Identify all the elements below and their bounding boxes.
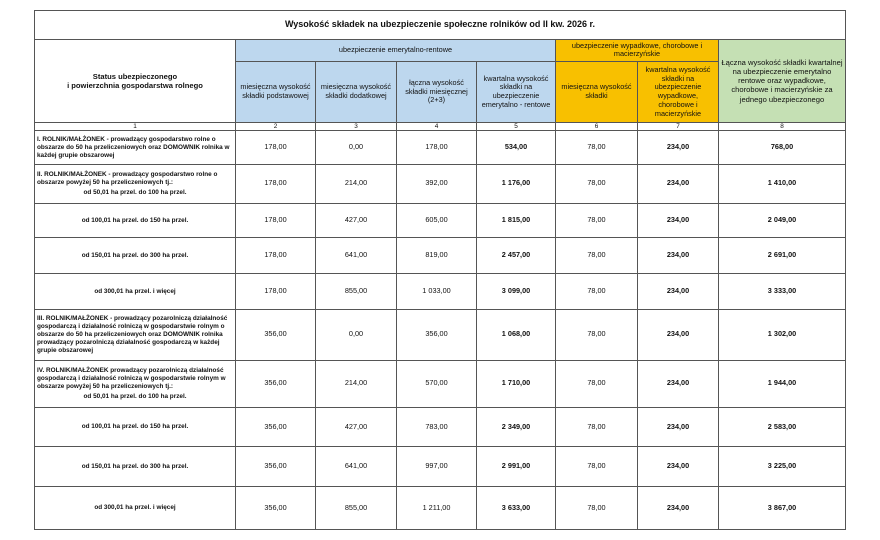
column-number: 2: [236, 123, 316, 131]
table-cell: 356,00: [236, 360, 316, 407]
table-cell: 234,00: [638, 274, 719, 310]
col3-header: miesięczna wysokość składki dodatkowej: [316, 61, 397, 122]
col2-header: miesięczna wysokość składki podstawowej: [236, 61, 316, 122]
table-cell: 178,00: [236, 274, 316, 310]
table-cell: 78,00: [556, 309, 638, 360]
table-cell: 2 691,00: [719, 238, 846, 274]
table-cell: 178,00: [236, 131, 316, 165]
table-cell: 78,00: [556, 238, 638, 274]
table-cell: 3 225,00: [719, 447, 846, 487]
table-cell: 234,00: [638, 164, 719, 203]
row-label: od 100,01 ha przel. do 150 ha przel.: [35, 407, 236, 447]
table-cell: 234,00: [638, 407, 719, 447]
table-cell: 234,00: [638, 487, 719, 530]
table-cell: 2 583,00: [719, 407, 846, 447]
table-cell: 1 211,00: [397, 487, 477, 530]
table-row: [35, 407, 846, 447]
table-cell: 3 867,00: [719, 487, 846, 530]
table-cell: 3 633,00: [477, 487, 556, 530]
table-cell: 783,00: [397, 407, 477, 447]
row-label: [35, 309, 236, 360]
col6-header: miesięczna wysokość składki: [556, 61, 638, 122]
column-number: 5: [477, 123, 556, 131]
row-label-text: II. ROLNIK/MAŁŻONEK - prowadzący gospodarstwo rolne o obszarze powyżej 50 ha przeliczeniowych tj.:: [37, 170, 218, 186]
row-label: od 100,01 ha przel. do 150 ha przel.: [35, 203, 236, 238]
table-cell: 392,00: [397, 164, 477, 203]
table-cell: 234,00: [638, 203, 719, 238]
column-number: 7: [638, 123, 719, 131]
table-cell: 0,00: [316, 309, 397, 360]
table-cell: 78,00: [556, 164, 638, 203]
table-cell: 78,00: [556, 447, 638, 487]
table-cell: 570,00: [397, 360, 477, 407]
table-cell: 1 176,00: [477, 164, 556, 203]
table-row: [35, 274, 846, 310]
row-label-text: I. ROLNIK/MAŁŻONEK - prowadzący gospodarstwo rolne o obszarze do 50 ha przeliczeniowych oraz DOMOWNIK rolnika w każdej grupie obszarowej: [37, 135, 230, 159]
table-cell: 214,00: [316, 360, 397, 407]
table-cell: 356,00: [397, 309, 477, 360]
table-cell: 78,00: [556, 360, 638, 407]
col5-header: kwartalna wysokość składki na ubezpieczenie emerytalno - rentowe: [477, 61, 556, 122]
table-cell: 234,00: [638, 238, 719, 274]
table-cell: 234,00: [638, 447, 719, 487]
table-cell: 78,00: [556, 274, 638, 310]
pension-group-header: ubezpieczenie emerytalno-rentowe: [236, 39, 556, 61]
table-cell: 819,00: [397, 238, 477, 274]
table-cell: 78,00: [556, 131, 638, 165]
table-cell: 1 068,00: [477, 309, 556, 360]
table-cell: 234,00: [638, 131, 719, 165]
column-number: 3: [316, 123, 397, 131]
column-number: 6: [556, 123, 638, 131]
table-cell: 178,00: [397, 131, 477, 165]
table-cell: 427,00: [316, 407, 397, 447]
table-row: [35, 487, 846, 530]
accident-group-header: ubezpieczenie wypadkowe, chorobowe i macierzyńskie: [556, 39, 719, 61]
table-row: [35, 447, 846, 487]
table-cell: 534,00: [477, 131, 556, 165]
table-cell: 234,00: [638, 309, 719, 360]
row-label: od 150,01 ha przel. do 300 ha przel.: [35, 447, 236, 487]
row-label: od 300,01 ha przel. i więcej: [35, 274, 236, 310]
row-sublabel: od 50,01 ha przel. do 100 ha przel.: [83, 392, 187, 400]
table-cell: 3 333,00: [719, 274, 846, 310]
table-cell: 1 410,00: [719, 164, 846, 203]
table-cell: 234,00: [638, 360, 719, 407]
table-cell: 356,00: [236, 309, 316, 360]
status-header: Status ubezpieczonego i powierzchnia gospodarstwa rolnego: [35, 39, 236, 123]
table-cell: 855,00: [316, 487, 397, 530]
row-label: [35, 360, 236, 407]
table-cell: 1 815,00: [477, 203, 556, 238]
table-cell: 997,00: [397, 447, 477, 487]
table-row: [35, 309, 846, 360]
table-title: Wysokość składek na ubezpieczenie społeczne rolników od II kw. 2026 r.: [35, 11, 846, 40]
table-cell: 2 349,00: [477, 407, 556, 447]
table-cell: 641,00: [316, 447, 397, 487]
column-number: 1: [35, 123, 236, 131]
table-cell: 2 991,00: [477, 447, 556, 487]
total-header: Łączna wysokość składki kwartalnej na ubezpieczenie emerytalno rentowe oraz wypadkowe, chorobowe i macierzyńskie za jednego ubezpieczonego: [719, 39, 846, 123]
contribution-table: [34, 10, 846, 530]
table-cell: 768,00: [719, 131, 846, 165]
table-cell: 78,00: [556, 203, 638, 238]
table-cell: 356,00: [236, 407, 316, 447]
table-cell: 1 944,00: [719, 360, 846, 407]
table-cell: 2 049,00: [719, 203, 846, 238]
row-label: od 150,01 ha przel. do 300 ha przel.: [35, 238, 236, 274]
table-cell: 178,00: [236, 203, 316, 238]
column-number: 8: [719, 123, 846, 131]
table-cell: 78,00: [556, 487, 638, 530]
row-label-text: IV. ROLNIK/MAŁŻONEK prowadzący pozarolniczą działalność gospodarczą i działalność rolniczą w gospodarstwie rolnym w obszarze powyżej 50 ha przeliczeniowych tj.:: [37, 366, 226, 390]
table-cell: 356,00: [236, 447, 316, 487]
table-cell: 78,00: [556, 407, 638, 447]
table-cell: 1 302,00: [719, 309, 846, 360]
col7-header: kwartalna wysokość składki na ubezpieczenie wypadkowe, chorobowe i macierzyńskie: [638, 61, 719, 122]
table-cell: 0,00: [316, 131, 397, 165]
table-row: [35, 203, 846, 238]
table-cell: 178,00: [236, 164, 316, 203]
row-label: od 300,01 ha przel. i więcej: [35, 487, 236, 530]
table-cell: 2 457,00: [477, 238, 556, 274]
row-sublabel: od 50,01 ha przel. do 100 ha przel.: [83, 188, 187, 196]
table-cell: 3 099,00: [477, 274, 556, 310]
table-cell: 1 033,00: [397, 274, 477, 310]
table-cell: 605,00: [397, 203, 477, 238]
row-label: [35, 131, 236, 165]
table-row: [35, 131, 846, 165]
row-label: [35, 164, 236, 203]
table-cell: 427,00: [316, 203, 397, 238]
column-number: 4: [397, 123, 477, 131]
table-cell: 214,00: [316, 164, 397, 203]
table-row: [35, 360, 846, 407]
table-cell: 356,00: [236, 487, 316, 530]
row-label-text: III. ROLNIK/MAŁŻONEK - prowadzący pozarolniczą działalność gospodarczą i działalność rolniczą w gospodarstwie rolnym o obszarze do 50 ha przeliczeniowych oraz DOMOWNIK rolnika prowadzący pozarolniczą działalność gospodarczą w każdej grupie obszarowej: [37, 314, 228, 354]
table-cell: 855,00: [316, 274, 397, 310]
table-row: [35, 238, 846, 274]
col4-header: łączna wysokość składki miesięcznej (2+3): [397, 61, 477, 122]
table-cell: 641,00: [316, 238, 397, 274]
table-row: [35, 164, 846, 203]
table-cell: 178,00: [236, 238, 316, 274]
table-cell: 1 710,00: [477, 360, 556, 407]
